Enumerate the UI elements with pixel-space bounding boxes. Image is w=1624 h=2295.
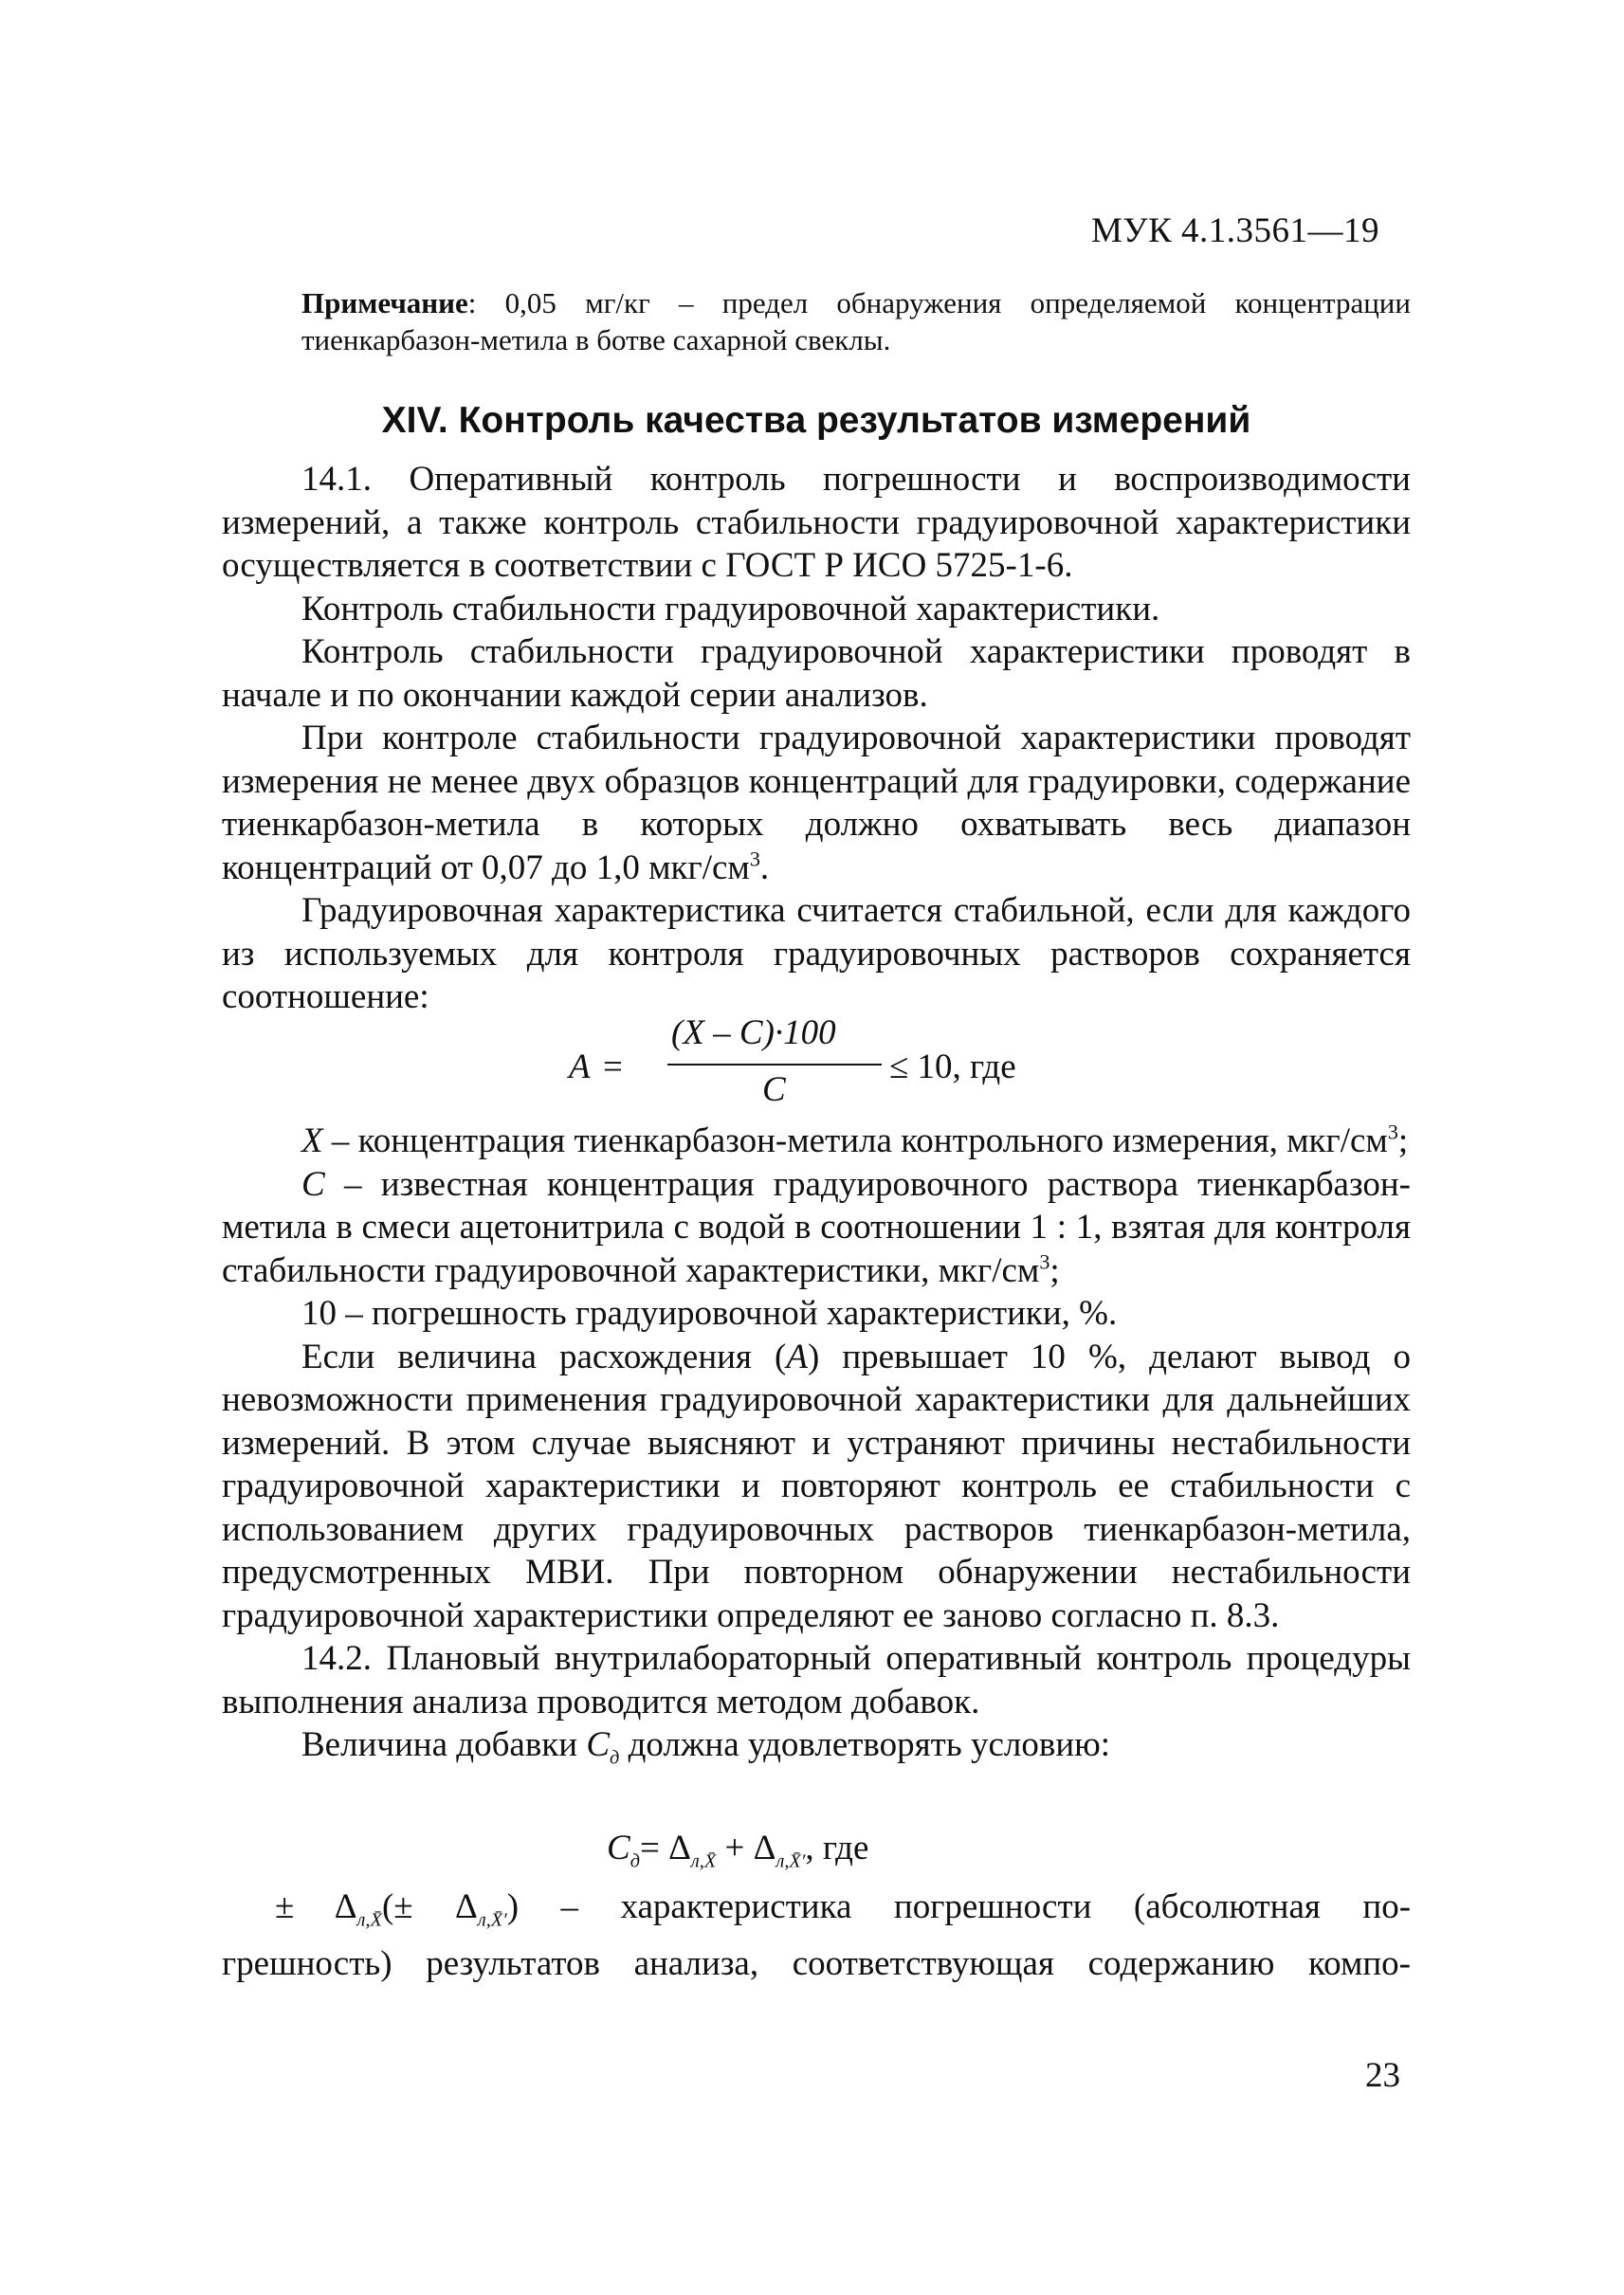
definition-c — [222, 1163, 1411, 1293]
body-block-2 — [222, 1120, 1411, 1767]
p8-b: должна удовлетворять условию: — [619, 1725, 1111, 1764]
def-x-symbol: X — [301, 1121, 323, 1160]
paragraph-deviation — [222, 1336, 1411, 1638]
char-sub1: л,X̄ — [356, 1909, 382, 1931]
p4-main: При контроле стабильности градуировочной характеристики проводят измерения не менее двух образцов концентраций для градуировки, содержание тиенкарбазон-метила в которых должно охватывать весь диапазон концентраций от 0,07 до 1,0 мкг/см — [222, 719, 1411, 887]
formula-cd-lhs: C — [607, 1829, 630, 1867]
paragraph-stability-heading: Контроль стабильности градуировочной характеристики. — [301, 589, 1160, 628]
definition-10: 10 – погрешность градуировочной характеристики, %. — [301, 1294, 1118, 1333]
paragraph-14-1: 14.1. Оперативный контроль погрешности и воспроизводимости измерений, а также контроль стабильности градуировочной характеристики осуществляется в соответствии с ГОСТ Р ИСО 5725-1-6. — [222, 460, 1411, 585]
document-code: МУК 4.1.3561—19 — [1091, 211, 1380, 250]
def-c-end: ; — [1049, 1250, 1060, 1290]
char-close: ) — [506, 1887, 520, 1926]
formula-a-tail: ≤ 10, где — [889, 1047, 1016, 1086]
formula-cd-delta1-sub: л,X̄ — [690, 1850, 717, 1872]
p6-b: ) превышает 10 %, делают вывод о невозможности применения градуировочной характеристики для дальнейших измерений. В этом случае выясняют и устраняют причины нестабильности градуировочной характеристики и повторяют контроль ее стабильности с использованием других градуировочных растворов тиенкарбазон-метила, предусмотренных МВИ. При повторном обнаружении нестабильности градуировочной характеристики определяют ее заново согласно п. 8.3. — [222, 1337, 1412, 1635]
paragraph-stability-when: Контроль стабильности градуировочной характеристики проводят в начале и по окончании каждой серии анализов. — [222, 632, 1411, 715]
formula-cd-eq: = — [639, 1829, 669, 1867]
page-number: 23 — [1365, 2056, 1400, 2095]
formula-cd-tail: , где — [805, 1829, 869, 1867]
def-c-sup: 3 — [1039, 1249, 1050, 1274]
characteristic-line-2: грешность) результатов анализа, соответствующая содержанию компо- — [222, 1944, 1411, 1983]
char-sub2: л,X̄′ — [477, 1909, 507, 1931]
char-pm2: (± Δ — [381, 1887, 478, 1926]
formula-cd-lhs-sub: д — [630, 1850, 640, 1872]
formula-a-eq: = — [603, 1047, 623, 1086]
p6-a: Если величина расхождения ( — [301, 1337, 787, 1376]
formula-cd-delta2: Δ — [753, 1829, 776, 1867]
char-text1: – характеристика погрешности (абсолютная по- — [519, 1887, 1412, 1926]
paragraph-stable-condition: Градуировочная характеристика считается стабильной, если для каждого из используемых для контроля градуировочных растворов сохраняется соотношение: — [222, 891, 1411, 1016]
def-c-symbol: C — [301, 1164, 325, 1204]
paragraph-14-2: 14.2. Плановый внутрилабораторный оперативный контроль процедуры выполнения анализа проводится методом добавок. — [222, 1639, 1411, 1721]
note-label: Примечание — [301, 286, 468, 319]
def-c-text: – известная концентрация градуировочного раствора тиенкарбазон-метила в смеси ацетонитрила с водой в соотношении 1 : 1, взятая для контроля стабильности градуировочной характеристики, мкг/см — [222, 1164, 1411, 1290]
formula-a-lhs: A — [569, 1047, 591, 1086]
formula-cd-delta2-sub: л,X̄′ — [776, 1850, 806, 1872]
note-text: : 0,05 мг/кг – предел обнаружения определяемой концентрации тиенкарбазон-метила в ботве сахарной свеклы. — [301, 286, 1411, 356]
p8-a: Величина добавки — [301, 1725, 587, 1764]
formula-a — [569, 1012, 1100, 1117]
formula-a-denominator: C — [762, 1070, 786, 1109]
p8-sub: д — [610, 1747, 620, 1769]
p6-symbol: A — [786, 1337, 808, 1376]
body-block-1 — [222, 458, 1411, 1019]
formula-cd-plus: + — [716, 1829, 754, 1867]
p8-symbol: C — [586, 1725, 611, 1764]
paragraph-additive — [222, 1723, 1411, 1767]
p4-end: . — [759, 847, 770, 887]
char-pm1: ± Δ — [275, 1887, 357, 1926]
formula-a-numerator: (X – C)·100 — [671, 1013, 836, 1052]
definition-x — [222, 1120, 1411, 1163]
characteristic-line-1 — [275, 1886, 1412, 1931]
paragraph-stability-how — [222, 717, 1411, 889]
def-x-end: ; — [1397, 1121, 1409, 1160]
def-x-sup: 3 — [1387, 1120, 1398, 1144]
formula-a-fraction-bar — [667, 1064, 882, 1066]
section-title: XIV. Контроль качества результатов измерений — [381, 400, 1251, 441]
note-paragraph — [301, 284, 1411, 358]
formula-cd-delta1: Δ — [668, 1829, 691, 1867]
formula-cd — [607, 1828, 869, 1872]
def-x-text: – концентрация тиенкарбазон-метила контрольного измерения, мкг/см — [322, 1121, 1388, 1160]
p4-sup: 3 — [749, 847, 760, 871]
